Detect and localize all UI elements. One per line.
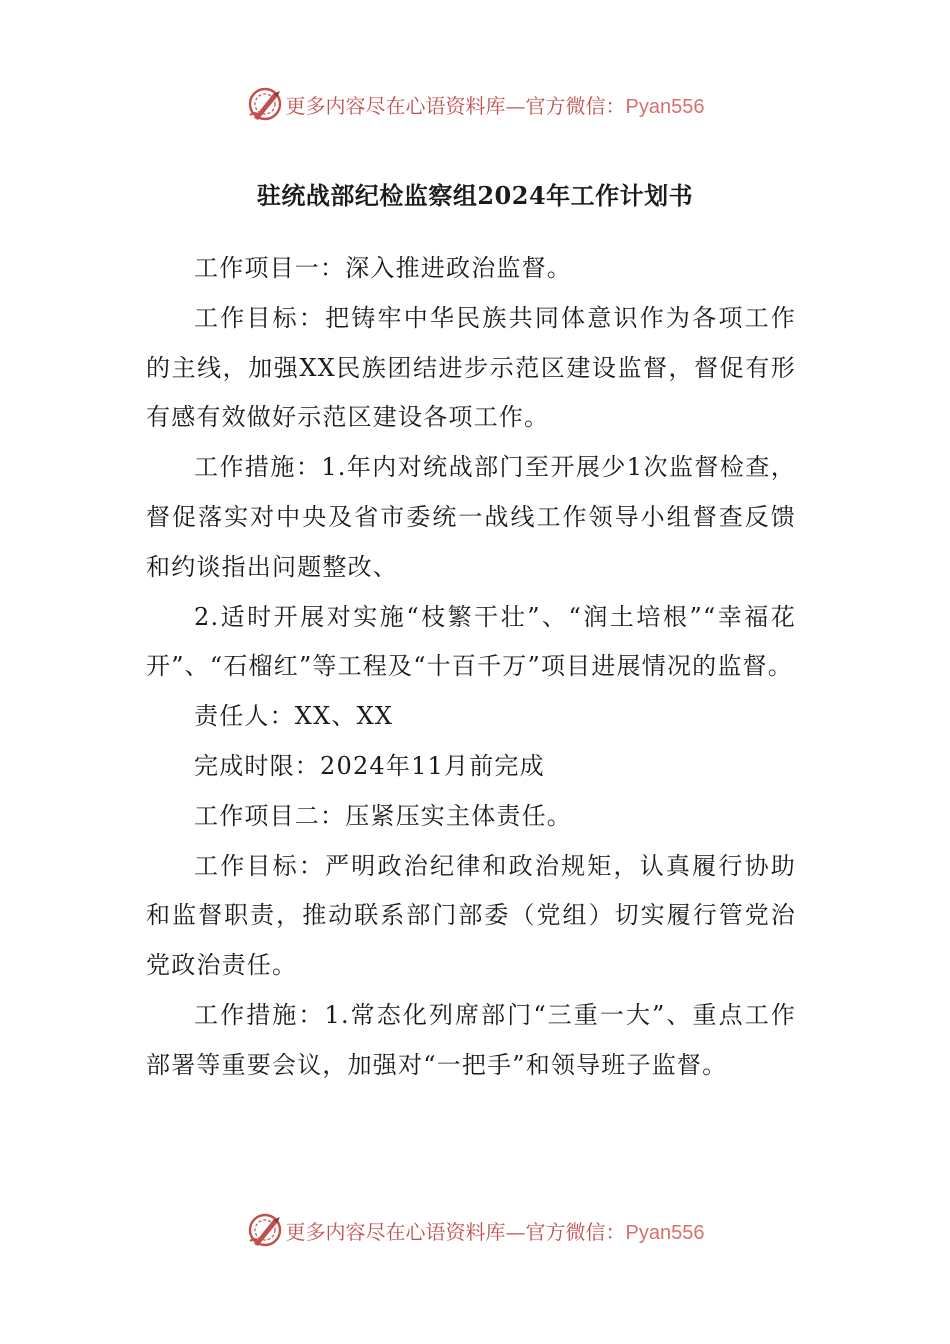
watermark-text-cn: 更多内容尽在心语资料库—官方微信： [285, 93, 626, 118]
document-title: 驻统战部纪检监察组2024年工作计划书 [256, 181, 694, 210]
watermark-text [286, 1216, 705, 1245]
paragraph: 工作目标：把铸牢中华民族共同体意识作为各项工作的主线，加强XX民族团结进步示范区建设监督，督促有形有感有效做好示范区建设各项工作。 [146, 303, 796, 432]
paragraph: 责任人：XX、XX [194, 702, 394, 731]
watermark-text [286, 90, 705, 119]
paragraph: 完成时限：2024年11月前完成 [194, 751, 545, 780]
watermark-text-en: Pyan556 [625, 95, 705, 118]
paragraph: 工作措施：1.常态化列席部门“三重一大”、重点工作部署等重要会议，加强对“一把手”和领导班子监督。 [146, 1000, 796, 1079]
paragraph: 工作项目二：压紧压实主体责任。 [194, 801, 572, 830]
paragraph: 工作措施：1.年内对统战部门至开展少1次监督检查，督促落实对中央及省市委统一战线工作领导小组督查反馈和约谈指出问题整改、 [146, 453, 796, 581]
pen-logo-icon [246, 1211, 284, 1249]
watermark-text-cn: 更多内容尽在心语资料库—官方微信： [285, 1219, 626, 1244]
paragraph: 工作项目一：深入推进政治监督。 [194, 254, 572, 282]
header-watermark [0, 84, 950, 124]
document-body [146, 244, 796, 1091]
pen-logo-icon [246, 85, 284, 123]
paragraph: 2.适时开展对实施“枝繁干壮”、“润土培根”“幸福花开”、“石榴红”等工程及“十百千万”项目进展情况的监督。 [146, 602, 796, 681]
paragraph: 工作目标：严明政治纪律和政治规矩，认真履行协助和监督职责，推动联系部门部委（党组）切实履行管党治党政治责任。 [146, 851, 796, 980]
watermark-text-en: Pyan556 [625, 1221, 705, 1244]
footer-watermark [0, 1210, 950, 1250]
